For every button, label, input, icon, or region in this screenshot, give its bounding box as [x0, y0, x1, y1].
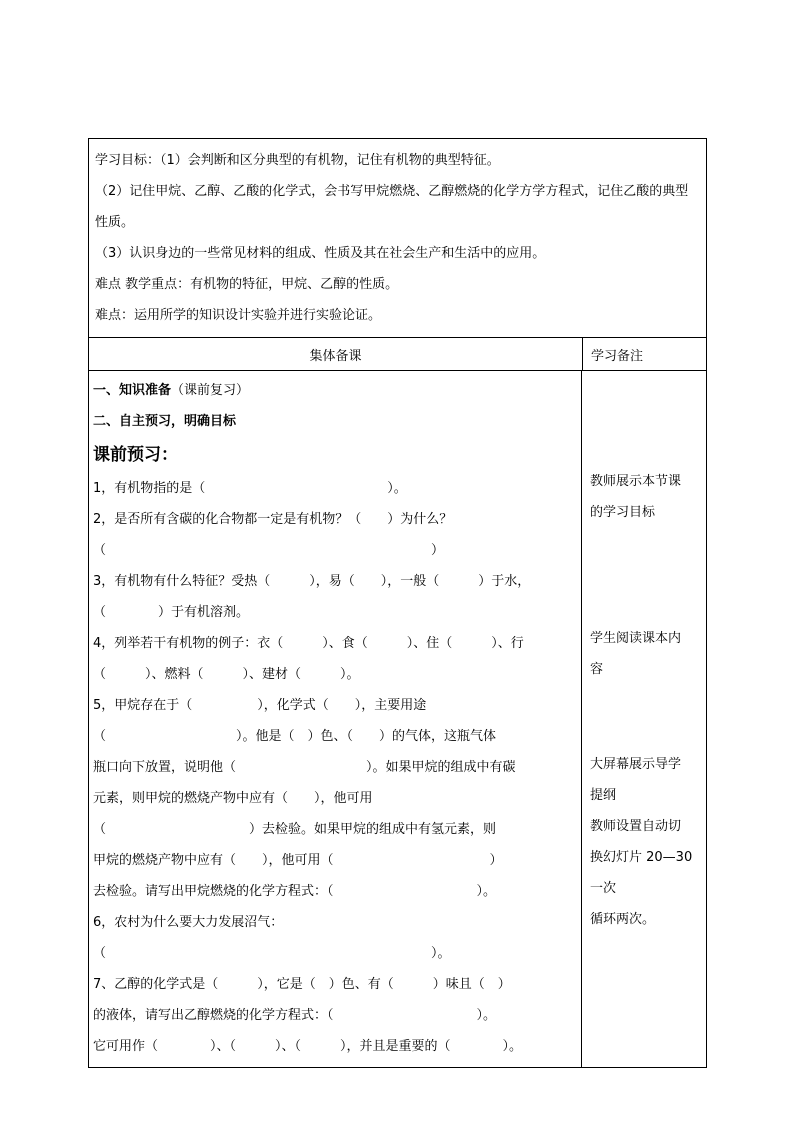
note-line: 的学习目标	[590, 505, 656, 520]
note-line: 容	[590, 662, 604, 677]
section-label: 一、知识准备	[93, 383, 172, 398]
question-line: 去检验。请写出甲烷燃烧的化学方程式：（ ）。	[93, 884, 497, 899]
note-line: 教师展示本节课	[590, 474, 682, 489]
question-line: 甲烷的燃烧产物中应有（ ），他可用（ ）	[93, 853, 503, 868]
main-content-cell	[89, 371, 582, 1067]
objectives-section	[89, 139, 706, 338]
header-collective-prep: 集体备课	[89, 338, 583, 370]
table-header-row	[89, 338, 706, 371]
section-self-preview: 二、自主预习，明确目标	[93, 414, 237, 429]
question-line: 4，列举若干有机物的例子：衣（ ）、食（ ）、住（ ）、行	[93, 636, 524, 651]
question-line: （ ）。他是（ ）色、（ ）的气体，这瓶气体	[93, 729, 497, 744]
objective-line: 学习目标：（1）会判断和区分典型的有机物，记住有机物的典型特征。	[95, 153, 500, 168]
note-line: 大屏幕展示导学	[590, 757, 682, 772]
question-line: （ ）、燃料（ ）、建材（ ）。	[93, 667, 360, 682]
objective-line: 难点：运用所学的知识设计实验并进行实验论证。	[95, 308, 382, 323]
section-knowledge-prep	[93, 375, 581, 406]
table-body-row	[89, 371, 706, 1067]
objective-line: （2）记住甲烷、乙醇、乙酸的化学式，会书写甲烷燃烧、乙醇燃烧的化学方学方程式，记住乙酸的典型性质。	[95, 184, 689, 230]
section-note: （课前复习）	[171, 383, 250, 398]
note-line: 提纲	[590, 788, 617, 803]
preview-title: 课前预习：	[93, 445, 178, 465]
objective-line: 难点 教学重点：有机物的特征，甲烷、乙醇的性质。	[95, 277, 399, 292]
note-line: 教师设置自动切	[590, 819, 682, 834]
question-line: 它可用作（ ）、（ ）、（ ），并且是重要的（ ）。	[93, 1039, 523, 1054]
question-line: 7、乙醇的化学式是（ ），它是（ ）色、有（ ）味且（ ）	[93, 977, 511, 992]
note-line: 换幻灯片 20—30	[590, 850, 693, 865]
header-study-notes: 学习备注	[591, 348, 644, 364]
question-line: （ ）	[93, 543, 445, 558]
question-line: 的液体，请写出乙醇燃烧的化学方程式：（ ）。	[93, 1008, 497, 1023]
question-line: 6，农村为什么要大力发展沼气：	[93, 915, 284, 930]
question-line: 5，甲烷存在于（ ），化学式（ ），主要用途	[93, 698, 427, 713]
question-line: （ ）。	[93, 946, 451, 961]
note-line: 循环两次。	[590, 912, 656, 927]
objective-line: （3）认识身边的一些常见材料的组成、性质及其在社会生产和生活中的应用。	[95, 246, 546, 261]
question-line: （ ）于有机溶剂。	[93, 605, 250, 620]
study-notes-cell	[582, 371, 706, 1067]
question-line: 2，是否所有含碳的化合物都一定是有机物？（ ）为什么？	[93, 512, 453, 527]
note-line: 一次	[590, 881, 617, 896]
question-line: 3，有机物有什么特征？受热（ ），易（ ），一般（ ）于水，	[93, 574, 531, 589]
lesson-plan-table	[88, 138, 707, 1068]
question-line: （ ）去检验。如果甲烷的组成中有氢元素，则	[93, 822, 497, 837]
question-line: 1，有机物指的是（ ）。	[93, 481, 407, 496]
note-line: 学生阅读课本内	[590, 631, 682, 646]
question-line: 瓶口向下放置，说明他（ ）。如果甲烷的组成中有碳	[93, 760, 516, 775]
question-line: 元素，则甲烷的燃烧产物中应有（ ），他可用	[93, 791, 373, 806]
